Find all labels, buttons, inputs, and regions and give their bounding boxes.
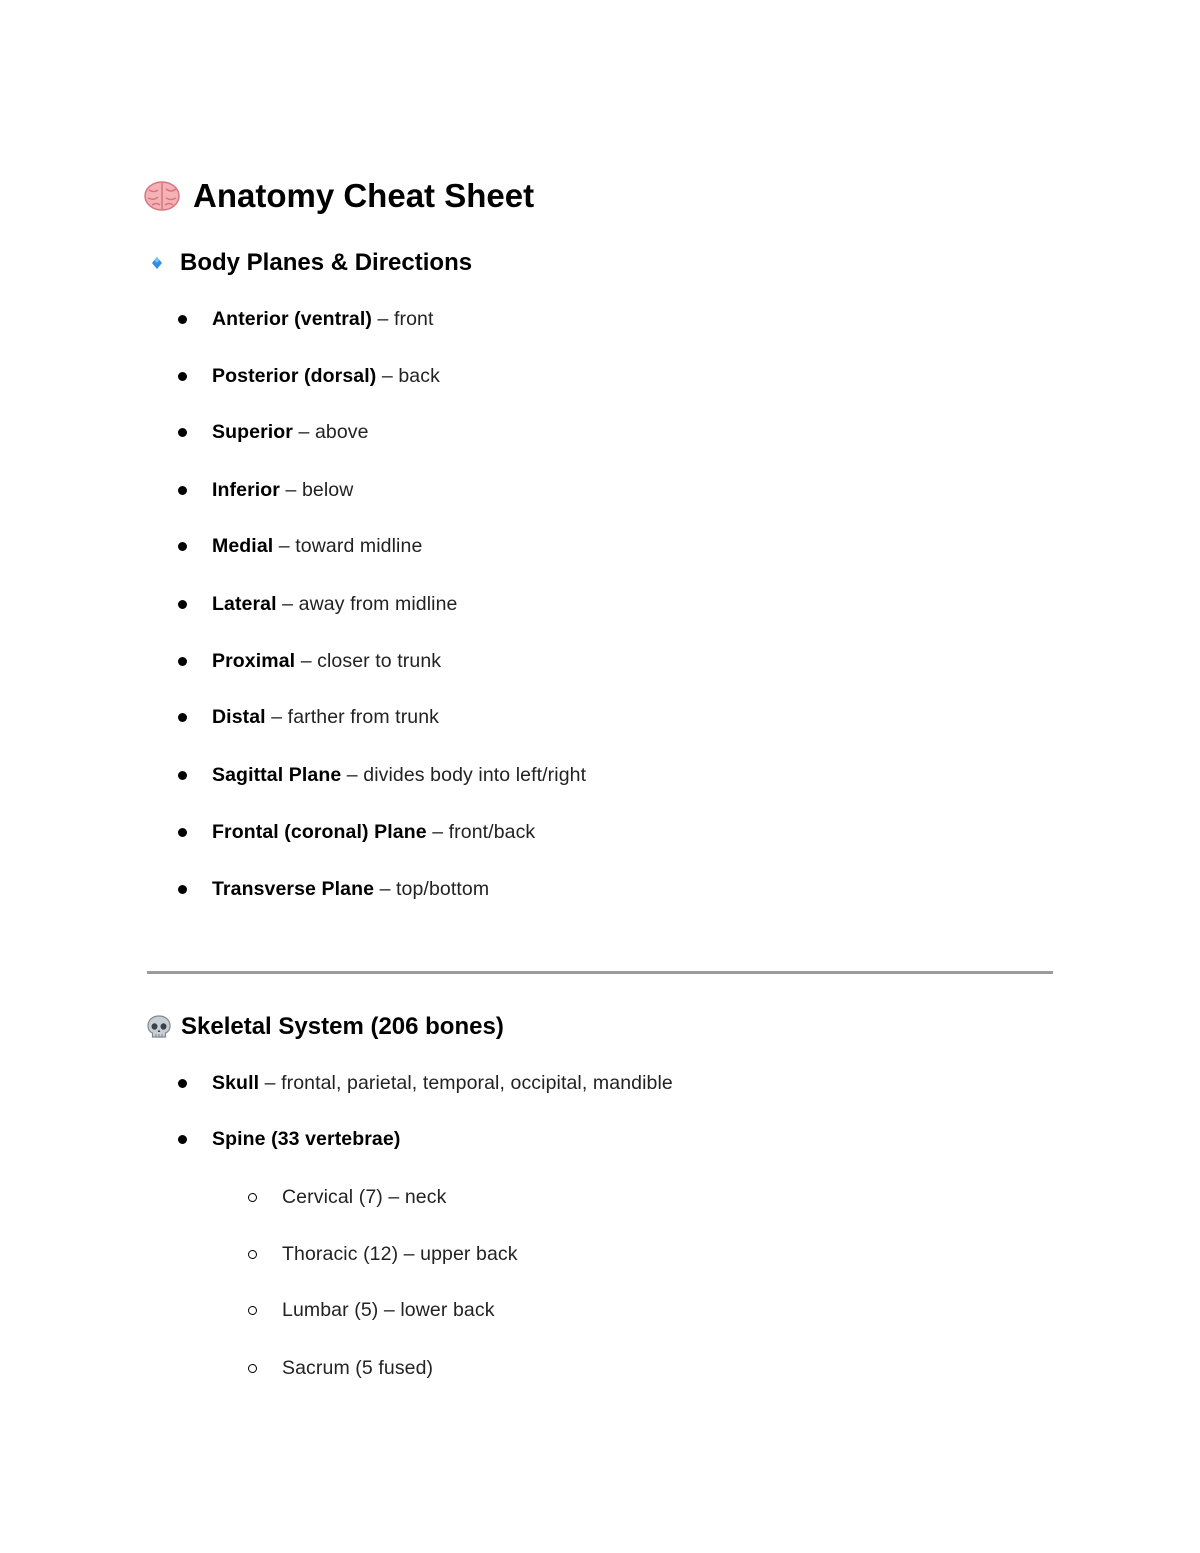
section-heading-text: Skeletal System (206 bones)	[181, 1013, 504, 1040]
term: Posterior (dorsal)	[212, 365, 377, 387]
section-heading-skeletal-system	[146, 1010, 504, 1044]
definition: – toward midline	[273, 535, 423, 557]
bullet-icon	[178, 713, 187, 722]
definition: – divides body into left/right	[341, 764, 587, 786]
sub-list-text: Lumbar (5) – lower back	[282, 1299, 495, 1321]
page-title-text: Anatomy Cheat Sheet	[193, 177, 535, 214]
bullet-icon	[178, 771, 187, 780]
definition: – away from midline	[276, 593, 458, 615]
bullet-icon	[178, 372, 187, 381]
term: Transverse Plane	[212, 878, 375, 900]
hollow-bullet-icon	[248, 1193, 257, 1202]
term: Proximal	[212, 650, 296, 672]
term: Superior	[212, 421, 293, 443]
term: Anterior (ventral)	[212, 308, 372, 330]
term: Inferior	[212, 479, 280, 501]
blue-diamond-icon	[146, 252, 168, 274]
brain-emoji-icon	[143, 180, 181, 212]
definition: – front/back	[426, 821, 536, 843]
skull-emoji-icon	[146, 1014, 172, 1040]
term: Medial	[212, 535, 274, 557]
horizontal-divider	[147, 971, 1053, 974]
hollow-bullet-icon	[248, 1250, 257, 1259]
bullet-icon	[178, 315, 187, 324]
bullet-icon	[178, 1135, 187, 1144]
term: Lateral	[212, 593, 277, 615]
hollow-bullet-icon	[248, 1364, 257, 1373]
bullet-icon	[178, 828, 187, 837]
hollow-bullet-icon	[248, 1306, 257, 1315]
definition: – back	[376, 365, 440, 387]
term: Skull	[212, 1072, 260, 1094]
definition: – top/bottom	[374, 878, 490, 900]
sub-list-text: Sacrum (5 fused)	[282, 1357, 434, 1379]
sub-list-text: Thoracic (12) – upper back	[282, 1243, 518, 1265]
page-title	[143, 174, 534, 218]
term: Distal	[212, 706, 266, 728]
section-heading-body-planes	[146, 246, 472, 280]
bullet-icon	[178, 428, 187, 437]
term: Spine (33 vertebrae)	[212, 1128, 401, 1150]
definition: – closer to trunk	[295, 650, 442, 672]
bullet-icon	[178, 657, 187, 666]
bullet-icon	[178, 885, 187, 894]
definition: – front	[372, 308, 434, 330]
definition: – below	[279, 479, 354, 501]
sub-list-text: Cervical (7) – neck	[282, 1186, 447, 1208]
bullet-icon	[178, 542, 187, 551]
bullet-icon	[178, 486, 187, 495]
definition: – frontal, parietal, temporal, occipital, mandible	[259, 1072, 673, 1094]
term: Sagittal Plane	[212, 764, 342, 786]
term: Frontal (coronal) Plane	[212, 821, 427, 843]
definition: – above	[292, 421, 369, 443]
section-heading-text: Body Planes & Directions	[180, 249, 473, 276]
definition: – farther from trunk	[265, 706, 440, 728]
bullet-icon	[178, 1079, 187, 1088]
bullet-icon	[178, 600, 187, 609]
